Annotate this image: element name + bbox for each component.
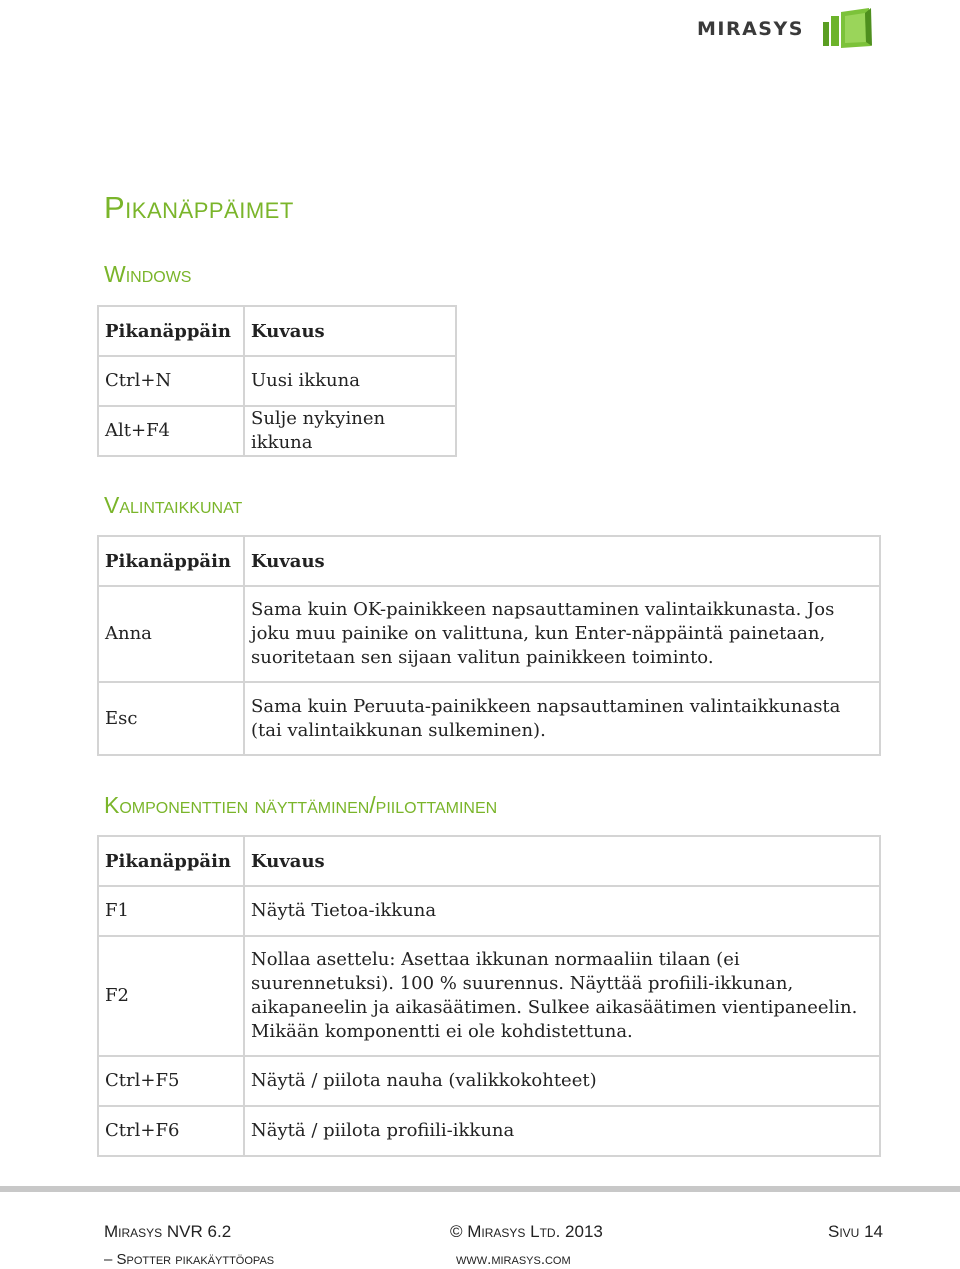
shortcut-table-components	[97, 835, 881, 1157]
shortcut-key: F2	[98, 936, 244, 1056]
shortcut-description: Sama kuin Peruuta-painikkeen napsauttaminen valintaikkunasta (tai valintaikkunan sulkeminen).	[244, 682, 880, 755]
column-header-description: Kuvaus	[244, 836, 880, 886]
table-header-row	[98, 306, 456, 356]
section-heading-windows: Windows	[104, 261, 192, 287]
column-header-description: Kuvaus	[244, 306, 456, 356]
shortcut-description: Sama kuin OK-painikkeen napsauttaminen valintaikkunasta. Jos joku muu painike on valittuna, kun Enter-näppäintä painetaan, suoritetaan sen sijaan valitun painikkeen toiminto.	[244, 586, 880, 682]
table-row	[98, 936, 880, 1056]
mirasys-logo	[697, 6, 877, 50]
shortcut-key: Alt+F4	[98, 406, 244, 456]
section-heading-components: Komponenttien näyttäminen/piilottaminen	[104, 792, 498, 818]
footer-copyright: © Mirasys Ltd. 2013	[450, 1222, 603, 1241]
table-header-row	[98, 536, 880, 586]
table-row	[98, 586, 880, 682]
footer-product: Mirasys NVR 6.2	[104, 1222, 232, 1241]
section-heading-dialogs: Valintaikkunat	[104, 492, 243, 518]
shortcut-description: Näytä Tietoa-ikkuna	[244, 886, 880, 936]
logo-text: MIRASYS	[697, 18, 804, 40]
table-row	[98, 886, 880, 936]
shortcut-key: Ctrl+F6	[98, 1106, 244, 1156]
table-row	[98, 1056, 880, 1106]
shortcut-table-windows	[97, 305, 457, 457]
footer-document-title: – Spotter pikakäyttöopas	[104, 1251, 275, 1268]
page-title: Pikanäppäimet	[104, 190, 294, 225]
shortcut-description: Näytä / piilota nauha (valikkokohteet)	[244, 1056, 880, 1106]
shortcut-key: F1	[98, 886, 244, 936]
shortcut-table-dialogs	[97, 535, 881, 756]
column-header-key: Pikanäppäin	[98, 536, 244, 586]
shortcut-key: Esc	[98, 682, 244, 755]
logo-mark-icon	[819, 6, 875, 50]
table-row	[98, 356, 456, 406]
table-row	[98, 406, 456, 456]
table-row	[98, 682, 880, 755]
column-header-key: Pikanäppäin	[98, 836, 244, 886]
footer-page-number: Sivu 14	[828, 1222, 883, 1241]
shortcut-key: Anna	[98, 586, 244, 682]
table-row	[98, 1106, 880, 1156]
shortcut-key: Ctrl+F5	[98, 1056, 244, 1106]
shortcut-description: Nollaa asettelu: Asettaa ikkunan normaaliin tilaan (ei suurennetuksi). 100 % suurennus. Näyttää profiili-ikkunan, aikapaneelin ja aikasäätimen. Sulkee aikasäätimen vientipaneelin. Mikään komponentti ei ole kohdistettuna.	[244, 936, 880, 1056]
shortcut-description: Näytä / piilota profiili-ikkuna	[244, 1106, 880, 1156]
footer-divider	[0, 1186, 960, 1192]
shortcut-description: Sulje nykyinen ikkuna	[244, 406, 456, 456]
column-header-key: Pikanäppäin	[98, 306, 244, 356]
table-header-row	[98, 836, 880, 886]
column-header-description: Kuvaus	[244, 536, 880, 586]
shortcut-key: Ctrl+N	[98, 356, 244, 406]
shortcut-description: Uusi ikkuna	[244, 356, 456, 406]
footer-website-link[interactable]: www.mirasys.com	[456, 1251, 571, 1268]
